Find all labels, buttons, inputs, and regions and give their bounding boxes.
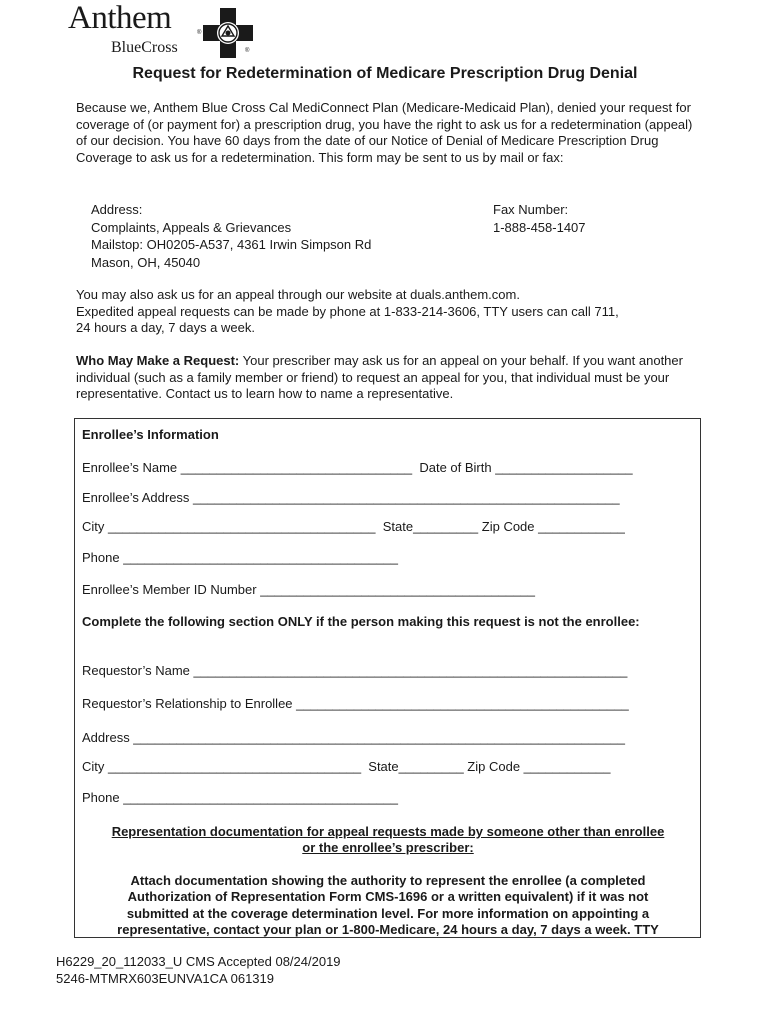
enrollee-phone-field[interactable]: Phone ______________________________________ [82, 550, 398, 565]
footer-line-2: 5246-MTMRX603EUNVA1CA 061319 [56, 970, 274, 986]
attach-docs-line-3: submitted at the coverage determination level. For more information on appointing a [126, 906, 650, 921]
address-line-1: Complaints, Appeals & Grievances [91, 219, 292, 235]
who-may-request-text: Your prescriber may ask us for an appeal on your behalf. If you want another individual (such as a family member or friend) to request an appeal for you, that individual must be your representative. Contact us to learn how to name a representative. [76, 353, 683, 401]
representation-heading-line-2: or the enrollee’s prescriber: [302, 840, 474, 855]
attach-docs-line-1: Attach documentation showing the authority to represent the enrollee (a completed [130, 873, 646, 888]
requestor-name-field[interactable]: Requestor’s Name ____________________________________________________________ [82, 663, 628, 678]
enrollee-address-field[interactable]: Enrollee’s Address ___________________________________________________________ [82, 490, 620, 505]
address-line-3: Mason, OH, 45040 [91, 254, 201, 270]
registered-mark: ® [197, 30, 202, 36]
online-line-1: You may also ask us for an appeal through our website at duals.anthem.com. [76, 287, 520, 302]
who-may-request-heading: Who May Make a Request: [76, 353, 240, 368]
registered-mark-2: ® [245, 48, 250, 54]
fax-block [493, 201, 586, 236]
fax-label: Fax Number: [493, 202, 569, 217]
enrollee-city-state-zip-field[interactable]: City _____________________________________ State_________ Zip Code ____________ [82, 519, 625, 534]
address-line-2: Mailstop: OH0205-A537, 4361 Irwin Simpson Rd [91, 237, 372, 252]
enrollee-form-box [74, 418, 701, 938]
requestor-relationship-field[interactable]: Requestor’s Relationship to Enrollee ______________________________________________ [82, 696, 629, 711]
intro-paragraph: Because we, Anthem Blue Cross Cal MediConnect Plan (Medicare-Medicaid Plan), denied your request for coverage of (or payment for) a prescription drug, you have the right to ask us for a redetermination (appeal) of our decision. You have 60 days from the date of our Notice of Denial of Medicare Prescription Drug Coverage to ask us for a redetermination. This form may be sent to us by mail or fax: [76, 100, 693, 165]
page-title: Request for Redetermination of Medicare Prescription Drug Denial [132, 65, 638, 82]
requestor-phone-field[interactable]: Phone ______________________________________ [82, 790, 398, 805]
attach-docs-line-2: Authorization of Representation Form CMS-1696 or a written equivalent) if it was not [127, 889, 649, 904]
requestor-address-field[interactable]: Address ____________________________________________________________________ [82, 730, 625, 745]
enrollee-name-field[interactable]: Enrollee’s Name ________________________________ Date of Birth ___________________ [82, 460, 633, 475]
bluecross-wordmark: BlueCross [111, 39, 178, 56]
attach-docs-line-4: representative, contact your plan or 1-800-Medicare, 24 hours a day, 7 days a week. TTY [117, 922, 659, 937]
requestor-section-note: Complete the following section ONLY if the person making this request is not the enrollee: [82, 614, 640, 629]
online-appeal-paragraph [76, 287, 696, 337]
footer-line-1: H6229_20_112033_U CMS Accepted 08/24/2019 [56, 954, 341, 969]
blue-cross-logo-icon [203, 8, 253, 58]
enrollee-section-title: Enrollee’s Information [82, 427, 219, 442]
footer-codes [56, 954, 341, 987]
address-label: Address: [91, 202, 143, 217]
fax-number: 1-888-458-1407 [493, 219, 586, 235]
online-line-3: 24 hours a day, 7 days a week. [76, 320, 255, 335]
online-line-2: Expedited appeal requests can be made by phone at 1-833-214-3606, TTY users can call 711, [76, 303, 619, 319]
mailing-address-block [91, 201, 371, 271]
representation-heading-line-1: Representation documentation for appeal requests made by someone other than enrollee [111, 824, 665, 839]
member-id-field[interactable]: Enrollee’s Member ID Number ______________________________________ [82, 582, 535, 597]
requestor-city-state-zip-field[interactable]: City ___________________________________ State_________ Zip Code ____________ [82, 759, 611, 774]
who-may-request-paragraph [76, 353, 696, 403]
anthem-wordmark: Anthem [68, 0, 172, 36]
